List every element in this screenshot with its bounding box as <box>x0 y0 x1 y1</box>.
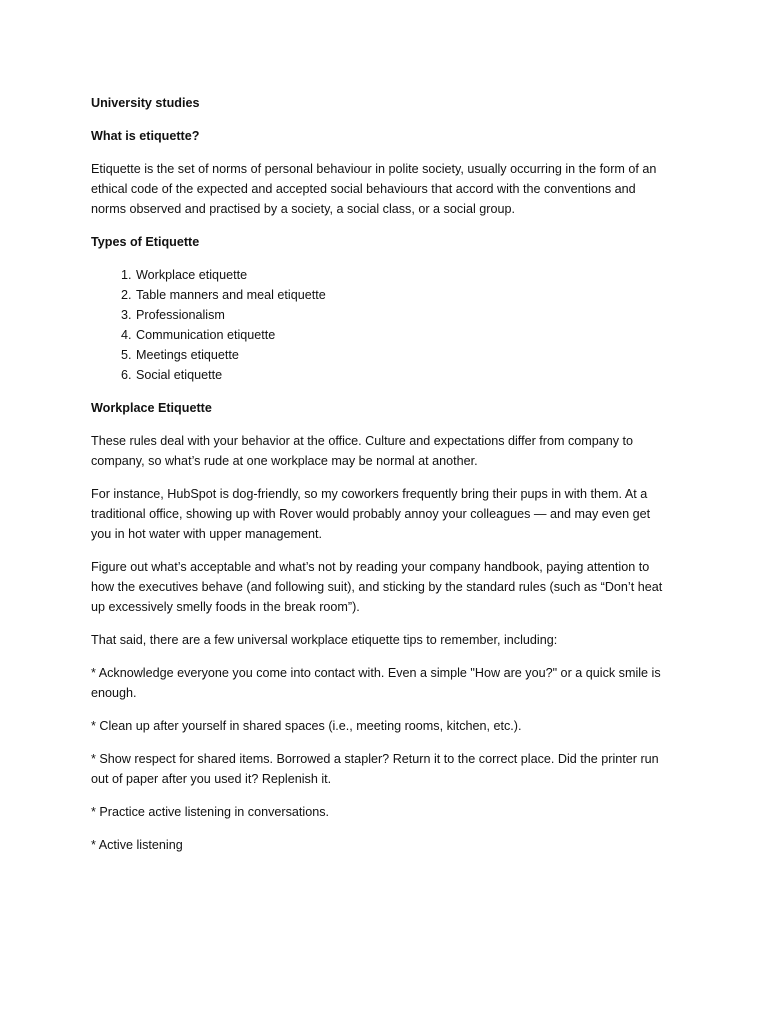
tip-paragraph: * Show respect for shared items. Borrowed a stapler? Return it to the correct place. Did the printer run out of paper after you used it? Replenish it. <box>91 752 659 786</box>
tip-paragraph: * Clean up after yourself in shared spaces (i.e., meeting rooms, kitchen, etc.). <box>91 719 522 733</box>
list-item: 6. Social etiquette <box>135 365 672 385</box>
list-item: 5. Meetings etiquette <box>135 345 672 365</box>
definition-paragraph: Etiquette is the set of norms of personal behaviour in polite society, usually occurring in the form of an ethical code of the expected and accepted social behaviours that accord with the conventions and norms observed and practised by a society, a social class, or a social group. <box>91 162 657 216</box>
list-item: 2. Table manners and meal etiquette <box>135 285 672 305</box>
body-paragraph: That said, there are a few universal workplace etiquette tips to remember, including: <box>91 633 558 647</box>
body-paragraph: For instance, HubSpot is dog-friendly, so my coworkers frequently bring their pups in with them. At a traditional office, showing up with Rover would probably annoy your colleagues — and may even get you in hot water with upper management. <box>91 487 651 541</box>
tip-paragraph: * Active listening <box>91 838 183 852</box>
section-heading-types: Types of Etiquette <box>91 235 200 249</box>
body-paragraph: These rules deal with your behavior at the office. Culture and expectations differ from company to company, so what’s rude at one workplace may be normal at another. <box>91 434 634 468</box>
tip-paragraph: * Acknowledge everyone you come into contact with. Even a simple "How are you?" or a quick smile is enough. <box>91 666 661 700</box>
section-heading-what-is-etiquette: What is etiquette? <box>91 129 200 143</box>
types-list <box>91 265 672 385</box>
list-item: 3. Professionalism <box>135 305 672 325</box>
tip-paragraph: * Practice active listening in conversations. <box>91 805 329 819</box>
document-title: University studies <box>91 96 200 110</box>
section-heading-workplace: Workplace Etiquette <box>91 401 212 415</box>
body-paragraph: Figure out what’s acceptable and what’s not by reading your company handbook, paying attention to how the executives behave (and following suit), and sticking by the standard rules (such as “Don’t heat up excessively smelly foods in the break room”). <box>91 560 663 614</box>
list-item: 1. Workplace etiquette <box>135 265 672 285</box>
list-item: 4. Communication etiquette <box>135 325 672 345</box>
